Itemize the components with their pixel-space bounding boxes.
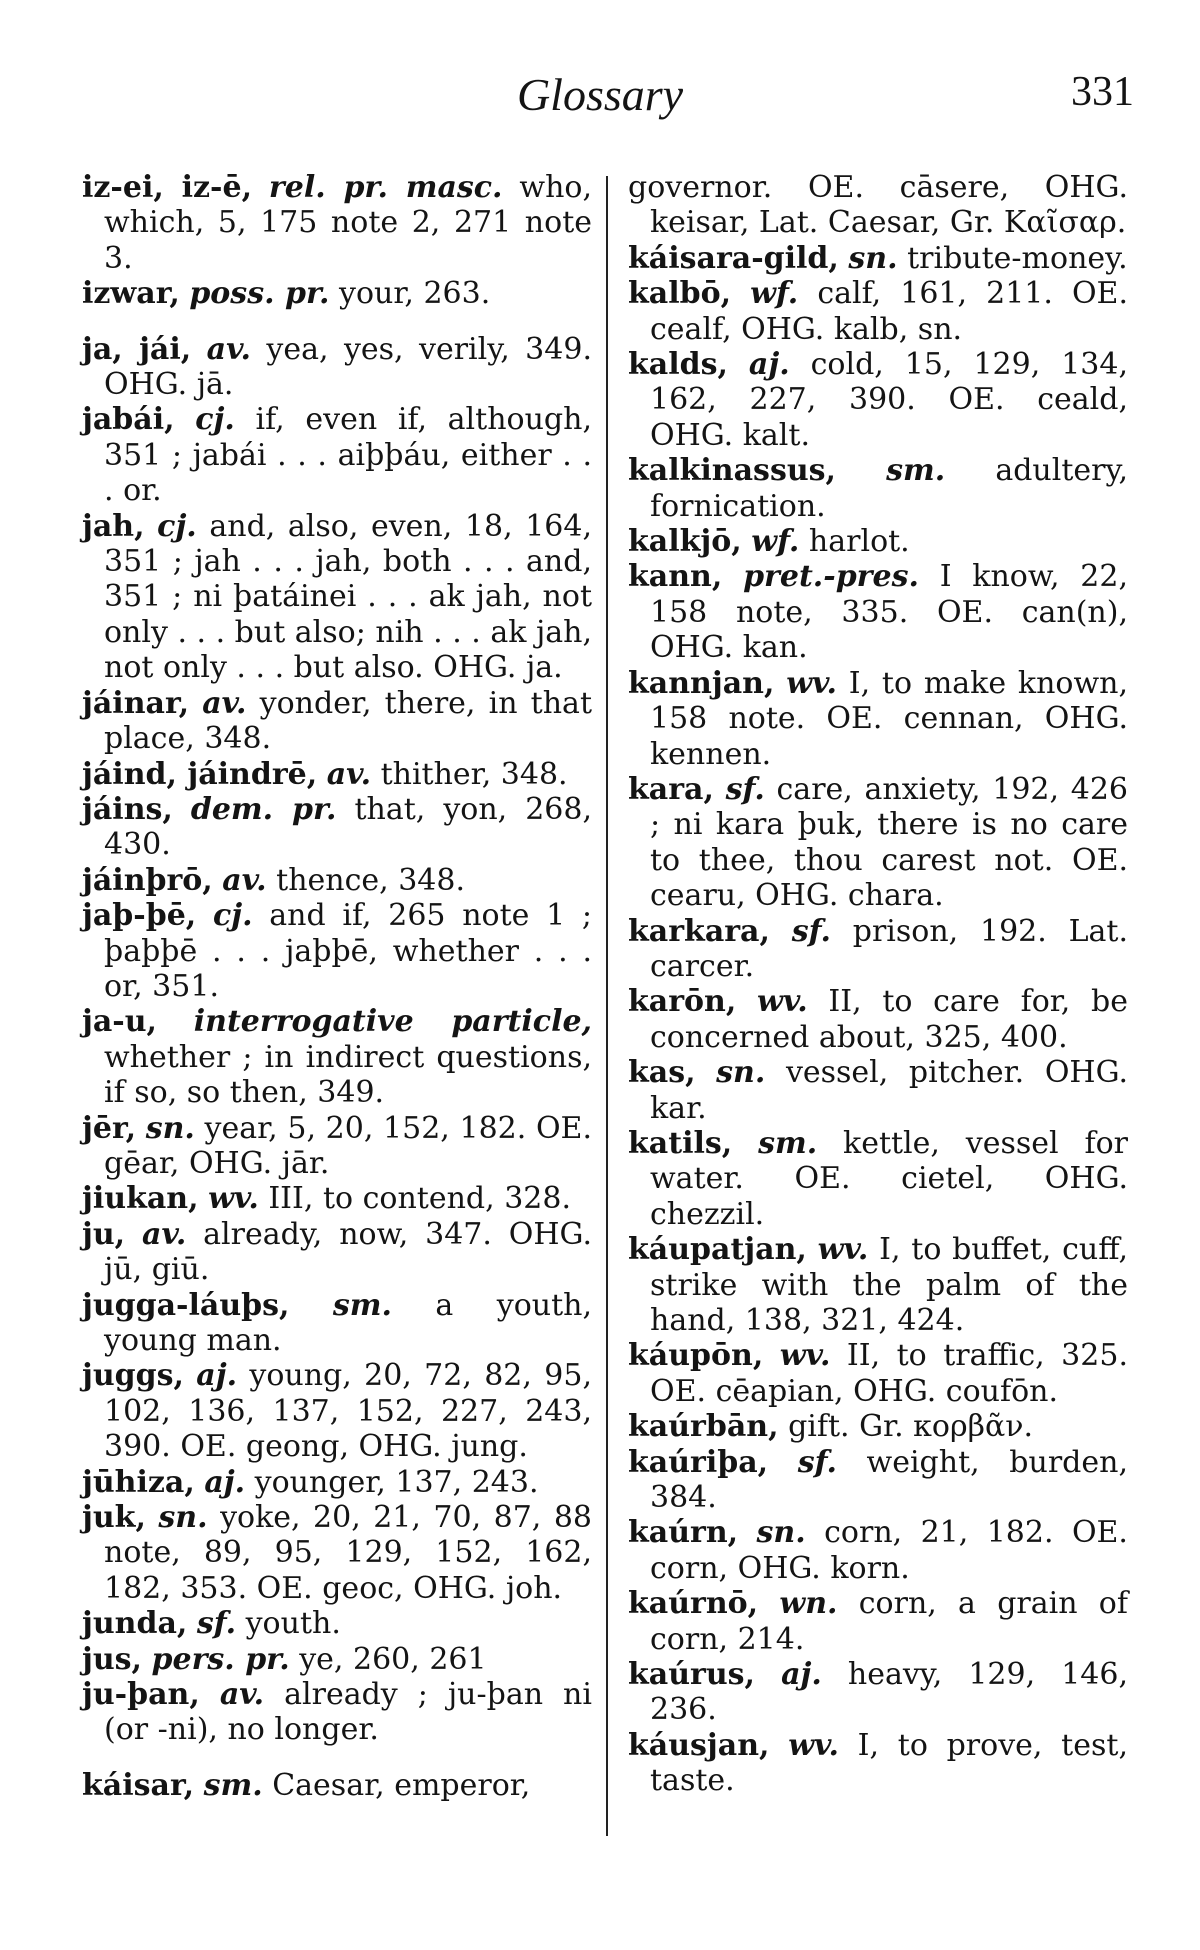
glossary-entry — [82, 792, 592, 863]
entry-definition: young, 20, 72, 82, 95, 102, 136, 137, 152, 227, 243, 390. OE. geong, OHG. jung. — [104, 1358, 592, 1465]
entry-headword: jūhiza, — [82, 1464, 195, 1500]
entry-headword: jaþ-þē, — [82, 898, 197, 934]
entry-headword: ja, jái, — [82, 331, 192, 367]
entry-headword: kalbō, — [628, 276, 732, 312]
glossary-entry — [628, 1445, 1128, 1516]
entry-grammar: sn. — [848, 240, 898, 276]
entry-headword: juggs, — [82, 1358, 184, 1394]
entry-headword: kalkjō, — [628, 524, 742, 560]
entry-headword: jugga-láuþs, — [82, 1287, 290, 1323]
entry-definition: and, also, even, 18, 164, 351 ; jah . . . jah, both . . . and, 351 ; ni þatáinei . . . ak jah, not only . . . but also; nih . . . ak jah, not only . . . but also. OHG. ja. — [104, 508, 593, 686]
entry-definition: yoke, 20, 21, 70, 87, 88 note, 89, 95, 129, 152, 162, 182, 353. OE. geoc, OHG. joh. — [104, 1500, 592, 1606]
entry-headword: ju, — [82, 1216, 126, 1252]
entry-definition: a youth, young man. — [104, 1287, 592, 1358]
entry-grammar: sf. — [797, 1444, 837, 1480]
glossary-entry — [628, 559, 1128, 665]
entry-grammar: cj. — [157, 508, 197, 544]
entry-definition: I, to make known, 158 note. OE. cennan, OHG. kennen. — [650, 665, 1128, 772]
entry-headword: karōn, — [628, 984, 737, 1020]
entry-grammar: wv. — [786, 665, 837, 701]
glossary-entry — [628, 347, 1128, 453]
entry-definition: already ; ju-þan ni (or -ni), no longer. — [104, 1677, 592, 1748]
entry-headword: kaúrbān, — [628, 1409, 779, 1445]
glossary-right-column — [628, 170, 1128, 1799]
entry-headword: káupatjan, — [628, 1232, 807, 1268]
entry-headword: kann, — [628, 559, 723, 595]
entry-definition: Caesar, emperor, — [272, 1767, 531, 1803]
glossary-entry — [82, 1217, 592, 1288]
entry-grammar: sn. — [716, 1055, 766, 1091]
entry-headword: katils, — [628, 1125, 733, 1161]
entry-definition: gift. Gr. κορβᾶν. — [788, 1409, 1033, 1445]
entry-grammar: pret.-pres. — [743, 559, 919, 595]
entry-grammar: av. — [142, 1216, 187, 1252]
entry-headword: juk, — [82, 1500, 146, 1536]
entry-definition: ye, 260, 261 — [299, 1641, 487, 1677]
glossary-entry — [82, 1677, 592, 1748]
entry-definition: youth. — [245, 1606, 341, 1642]
entry-definition: if, even if, although, 351 ; jabái . . . aiþþáu, either . . . or. — [104, 402, 592, 509]
glossary-entry — [82, 332, 592, 403]
page-header — [0, 60, 1200, 140]
entry-grammar: wv. — [817, 1232, 869, 1268]
entry-grammar: wn. — [779, 1586, 838, 1622]
glossary-entry — [82, 1642, 592, 1677]
glossary-entry — [628, 1657, 1128, 1728]
entry-headword: jáins, — [82, 791, 173, 827]
entry-headword: jáinþrō, — [82, 862, 213, 898]
entry-headword: ju-þan, — [82, 1677, 200, 1713]
entry-definition: who, which, 5, 175 note 2, 271 note 3. — [104, 170, 592, 276]
entry-headword: kalds, — [628, 347, 728, 383]
glossary-entry — [82, 1500, 592, 1606]
entry-grammar: wf. — [751, 524, 800, 560]
entry-headword: izwar, — [82, 276, 180, 312]
glossary-entry — [82, 402, 592, 508]
entry-grammar: sn. — [756, 1515, 806, 1551]
entry-grammar: av. — [202, 685, 247, 721]
glossary-entry — [82, 686, 592, 757]
entry-headword: kaúrus, — [628, 1657, 755, 1693]
entry-headword: jah, — [82, 508, 145, 544]
glossary-entry — [628, 772, 1128, 914]
entry-grammar: interrogative particle, — [193, 1004, 592, 1040]
entry-definition: I, to buffet, cuff, strike with the palm of the hand, 138, 321, 424. — [650, 1232, 1129, 1338]
entry-headword: kas, — [628, 1055, 696, 1091]
glossary-entry — [628, 1338, 1128, 1409]
entry-headword: kalkinassus, — [628, 453, 836, 489]
entry-definition: your, 263. — [339, 276, 491, 312]
glossary-entry — [628, 524, 1128, 559]
glossary-entry — [628, 1728, 1128, 1799]
glossary-entry — [82, 509, 592, 686]
glossary-entry — [628, 170, 1128, 241]
glossary-entry — [628, 241, 1128, 276]
entry-grammar: poss. pr. — [189, 276, 330, 312]
entry-definition: care, anxiety, 192, 426 ; ni kara þuk, there is no care to thee, thou carest not. OE. cearu, OHG. chara. — [650, 771, 1128, 914]
entry-headword: jiukan, — [82, 1181, 199, 1217]
entry-headword: kaúriþa, — [628, 1444, 769, 1480]
entry-grammar: cj. — [195, 402, 235, 438]
entry-grammar: sm. — [332, 1287, 392, 1323]
entry-headword: káisar, — [82, 1767, 195, 1803]
glossary-entry — [628, 1126, 1128, 1232]
entry-grammar: sm. — [886, 453, 946, 489]
entry-definition: I, to prove, test, taste. — [650, 1727, 1128, 1799]
entry-definition: heavy, 129, 146, 236. — [650, 1657, 1128, 1728]
glossary-entry — [82, 1606, 592, 1641]
entry-definition: II, to traffic, 325. OE. cēapian, OHG. coufōn. — [650, 1338, 1128, 1409]
entry-grammar: sf. — [791, 913, 831, 949]
entry-grammar: wv. — [757, 984, 808, 1020]
running-title: Glossary — [516, 69, 684, 120]
entry-grammar: wv. — [208, 1181, 259, 1217]
entry-grammar: av. — [222, 862, 267, 898]
entry-grammar: sm. — [758, 1125, 818, 1161]
glossary-entry — [82, 1111, 592, 1182]
glossary-entry — [628, 984, 1128, 1055]
entry-headword: káupōn, — [628, 1338, 764, 1374]
glossary-entry — [628, 453, 1128, 524]
entry-headword: karkara, — [628, 913, 770, 949]
entry-definition: corn, a grain of corn, 214. — [650, 1586, 1128, 1657]
glossary-entry — [628, 666, 1128, 772]
entry-definition: III, to contend, 328. — [268, 1181, 571, 1217]
entry-definition: weight, burden, 384. — [650, 1444, 1128, 1516]
entry-grammar: rel. pr. masc. — [268, 170, 503, 205]
entry-headword: kaúrnō, — [628, 1586, 759, 1622]
entry-headword: káisara-gild, — [628, 240, 839, 276]
entry-definition: and if, 265 note 1 ; þaþþē . . . jaþþē, whether . . . or, 351. — [104, 898, 593, 1004]
entry-headword: jabái, — [82, 402, 175, 438]
entry-definition: harlot. — [808, 524, 910, 560]
entry-definition: adultery, fornication. — [650, 453, 1128, 524]
entry-definition: kettle, vessel for water. OE. cietel, OHG. chezzil. — [650, 1125, 1128, 1232]
glossary-entry — [628, 276, 1128, 347]
entry-grammar: sf. — [725, 771, 765, 807]
glossary-entry — [82, 863, 592, 898]
entry-grammar: cj. — [212, 898, 253, 934]
entry-headword: ja-u, — [82, 1004, 157, 1040]
glossary-entry — [628, 914, 1128, 985]
glossary-entry — [82, 276, 592, 311]
glossary-entry — [82, 1465, 592, 1500]
entry-grammar: wf. — [750, 276, 799, 312]
glossary-entry — [628, 1232, 1128, 1338]
entry-headword: kannjan, — [628, 665, 775, 701]
entry-definition: prison, 192. Lat. carcer. — [650, 913, 1128, 984]
entry-grammar: aj. — [196, 1358, 238, 1394]
entry-definition: corn, 21, 182. OE. corn, OHG. korn. — [650, 1515, 1128, 1586]
entry-headword: jáind, jáindrē, — [82, 756, 318, 792]
glossary-entry — [628, 1409, 1128, 1444]
entry-grammar: sn. — [158, 1500, 208, 1536]
glossary-entry — [628, 1586, 1128, 1657]
entry-headword: jēr, — [82, 1110, 137, 1146]
glossary-entry — [82, 1181, 592, 1216]
entry-definition: calf, 161, 211. OE. cealf, OHG. kalb, sn. — [650, 276, 1128, 347]
glossary-entry — [82, 898, 592, 1004]
glossary-entry — [82, 757, 592, 792]
entry-grammar: wv. — [779, 1338, 831, 1374]
entry-grammar: pers. pr. — [151, 1641, 290, 1677]
entry-definition: I know, 22, 158 note, 335. OE. can(n), OHG. kan. — [650, 559, 1128, 666]
entry-headword: iz-ei, iz-ē, — [82, 170, 253, 205]
glossary-entry — [82, 1358, 592, 1464]
entry-definition: that, yon, 268, 430. — [104, 791, 592, 863]
entry-definition: thither, 348. — [380, 756, 568, 792]
entry-definition: already, now, 347. OHG. jū, giū. — [104, 1216, 592, 1288]
entry-grammar: aj. — [781, 1657, 822, 1693]
glossary-entry — [628, 1055, 1128, 1126]
entry-definition: II, to care for, be concerned about, 325, 400. — [650, 984, 1128, 1055]
entry-definition: vessel, pitcher. OHG. kar. — [650, 1055, 1129, 1126]
glossary-entry — [82, 170, 592, 276]
entry-headword: jáinar, — [82, 685, 190, 721]
entry-definition: yea, yes, verily, 349. OHG. jā. — [104, 331, 592, 403]
entry-grammar: wv. — [788, 1727, 839, 1763]
entry-grammar: av. — [219, 1677, 265, 1713]
entry-definition: whether ; in indirect questions, if so, so then, 349. — [104, 1039, 592, 1111]
entry-grammar: aj. — [748, 347, 790, 383]
page-number: 331 — [1071, 69, 1134, 115]
glossary-left-column — [82, 170, 592, 1803]
entry-definition: tribute-money. — [907, 240, 1128, 276]
entry-definition: year, 5, 20, 152, 182. OE. gēar, OHG. jār. — [104, 1110, 592, 1181]
entry-headword: káusjan, — [628, 1727, 770, 1763]
glossary-entry — [82, 1004, 592, 1110]
entry-headword: kaúrn, — [628, 1515, 739, 1551]
entry-definition: thence, 348. — [276, 862, 466, 898]
entry-grammar: sf. — [196, 1606, 237, 1642]
entry-definition: younger, 137, 243. — [254, 1464, 539, 1500]
glossary-entry — [628, 1515, 1128, 1586]
entry-grammar: sm. — [203, 1767, 263, 1803]
entry-definition: yonder, there, in that place, 348. — [104, 685, 592, 757]
entry-grammar: aj. — [204, 1464, 246, 1500]
entry-grammar: av. — [326, 756, 372, 792]
entry-grammar: av. — [206, 331, 251, 367]
entry-definition: cold, 15, 129, 134, 162, 227, 390. OE. ceald, OHG. kalt. — [650, 347, 1128, 453]
entry-grammar: sn. — [145, 1110, 195, 1146]
entry-headword: jus, — [82, 1641, 142, 1677]
entry-headword: kara, — [628, 771, 714, 807]
column-divider — [606, 176, 608, 1836]
entry-grammar: dem. pr. — [190, 791, 337, 827]
glossary-entry — [82, 1288, 592, 1359]
entry-definition: governor. OE. cāsere, OHG. keisar, Lat. Caesar, Gr. Καῖσαρ. — [628, 170, 1128, 241]
entry-headword: junda, — [82, 1606, 188, 1642]
glossary-entry — [82, 1768, 592, 1803]
